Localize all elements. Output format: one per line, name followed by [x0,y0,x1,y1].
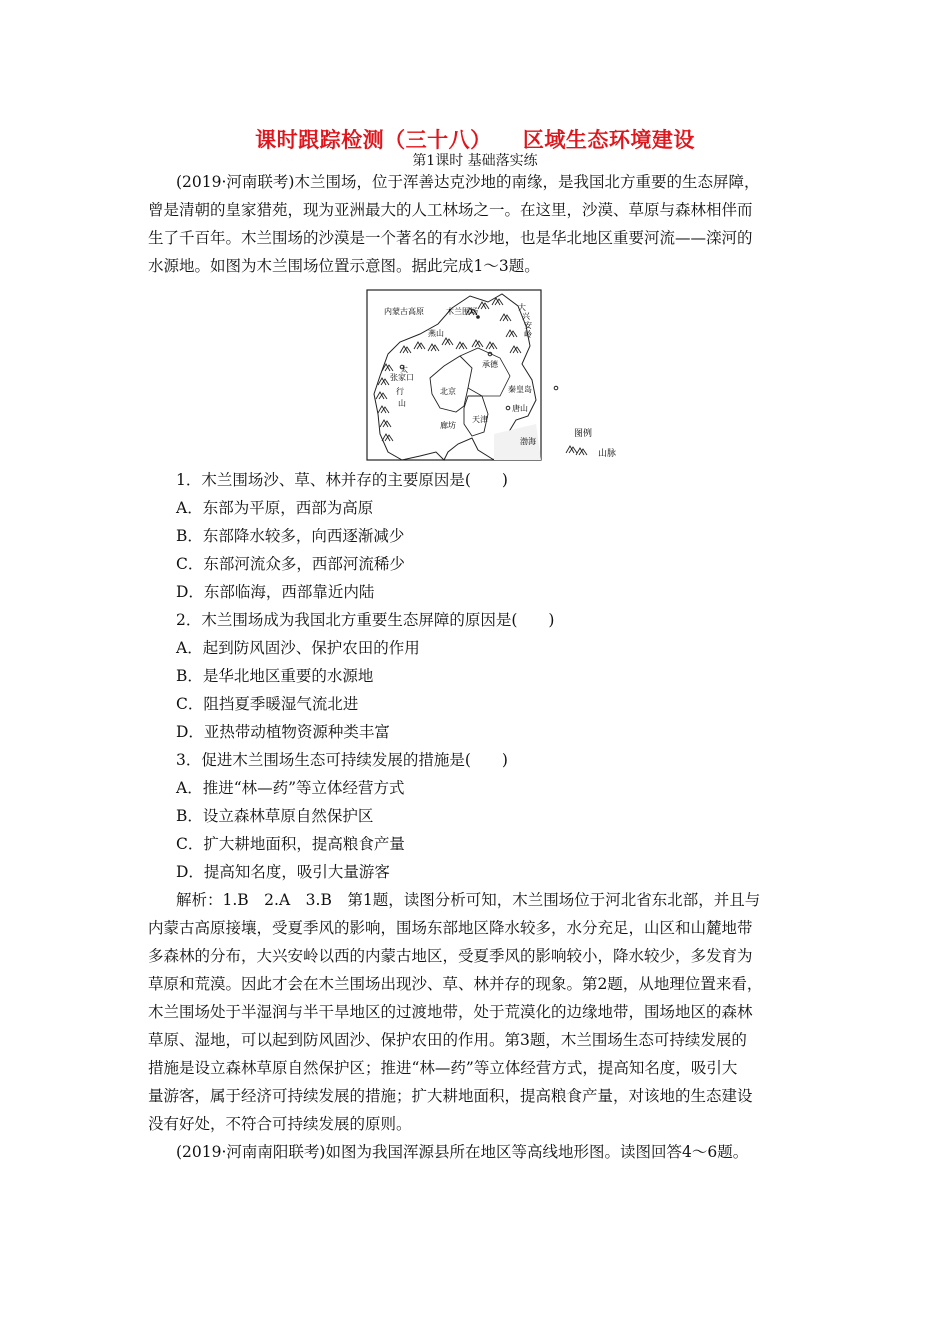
map-label-zhangjiakou: 张家口 [390,373,414,382]
option-d: D．提高知名度，吸引大量游客 [176,863,390,881]
option-a: A．东部为平原，西部为高原 [176,499,374,517]
map-label-tangshan: 唐山 [512,404,528,413]
map-label-inner-mongolia: 内蒙古高原 [384,307,424,316]
option-d: D．亚热带动植物资源种类丰富 [176,723,390,741]
legend-mountain-label: 山脉 [598,449,617,459]
map-label-mulan: 木兰围场 [446,307,478,316]
map-label-da: 大 [518,303,526,312]
page-subtitle: 第1课时 基础落实练 [412,153,538,169]
text-line: 多森林的分布，大兴安岭以西的内蒙古地区，受夏季风的影响较小，降水较少，多发育为 [148,947,753,965]
text-line: 没有好处，不符合可持续发展的原则。 [148,1115,412,1133]
option-c: C．东部河流众多，西部河流稀少 [176,555,405,573]
text-line: 木兰围场处于半湿润与半干旱地区的过渡地带，处于荒漠化的边缘地带，围场地区的森林 [148,1003,753,1021]
map-label-langfang: 廊坊 [440,421,456,430]
map-label-bohai: 渤海 [520,437,536,446]
map-label-an: 安 [524,321,532,330]
option-c: C．扩大耕地面积，提高粮食产量 [176,835,405,853]
question-stem: 1．木兰围场沙、草、林并存的主要原因是( ) [176,471,508,489]
text-line: 生了千百年。木兰围场的沙漠是一个著名的有水沙地，也是华北地区重要河流——滦河的 [148,229,753,247]
location-map [360,284,630,464]
text-line: (2019·河南联考)木兰围场，位于浑善达克沙地的南缘，是我国北方重要的生态屏障， [176,173,760,191]
page-title: 课时跟踪检测（三十八） 区域生态环境建设 [255,128,695,152]
map-label-tai: 太 [400,365,408,374]
text-line: 措施是设立森林草原自然保护区；推进“林—药”等立体经营方式，提高知名度，吸引大 [148,1059,738,1077]
map-label-tianjin: 天津 [472,415,488,424]
option-c: C．阻挡夏季暖湿气流北进 [176,695,359,713]
option-a: A．起到防风固沙、保护农田的作用 [176,639,420,657]
map-label-hang: 行 [396,387,404,396]
question-stem: 3．促进木兰围场生态可持续发展的措施是( ) [176,751,508,769]
text-line: 曾是清朝的皇家猎苑，现为亚洲最大的人工林场之一。在这里，沙漠、草原与森林相伴而 [148,201,753,219]
text-line: 解析：1.B 2.A 3.B 第1题，读图分析可知，木兰围场位于河北省东北部，并且与 [176,891,761,909]
option-b: B．是华北地区重要的水源地 [176,667,374,685]
map-label-shan: 山 [398,399,406,408]
map-label-qinhuangdao: 秦皇岛 [508,385,532,394]
map-label-yanshan: 燕山 [428,329,444,338]
map-label-ling: 岭 [524,330,532,339]
option-a: A．推进“林—药”等立体经营方式 [176,779,405,797]
text-line: 草原和荒漠。因此才会在木兰围场出现沙、草、林并存的现象。第2题，从地理位置来看， [148,975,763,993]
map-label-chengde: 承德 [482,360,498,369]
text-line: 量游客，属于经济可持续发展的措施；扩大耕地面积，提高粮食产量，对该地的生态建设 [148,1087,753,1105]
option-d: D．东部临海，西部靠近内陆 [176,583,375,601]
option-b: B．东部降水较多，向西逐渐减少 [176,527,405,545]
intro-paragraph-2: (2019·河南南阳联考)如图为我国浑源县所在地区等高线地形图。读图回答4～6题。 [176,1143,749,1161]
map-label-beijing: 北京 [440,387,456,396]
option-b: B．设立森林草原自然保护区 [176,807,374,825]
text-line: 内蒙古高原接壤，受夏季风的影响，围场东部地区降水较多，水分充足，山区和山麓地带 [148,919,753,937]
legend-title: 图例 [574,429,593,439]
text-line: 草原、湿地，可以起到防风固沙、保护农田的作用。第3题，木兰围场生态可持续发展的 [148,1031,747,1049]
map-label-xing: 兴 [522,312,530,321]
text-line: 水源地。如图为木兰围场位置示意图。据此完成1～3题。 [148,257,540,275]
question-stem: 2．木兰围场成为我国北方重要生态屏障的原因是( ) [176,611,555,629]
